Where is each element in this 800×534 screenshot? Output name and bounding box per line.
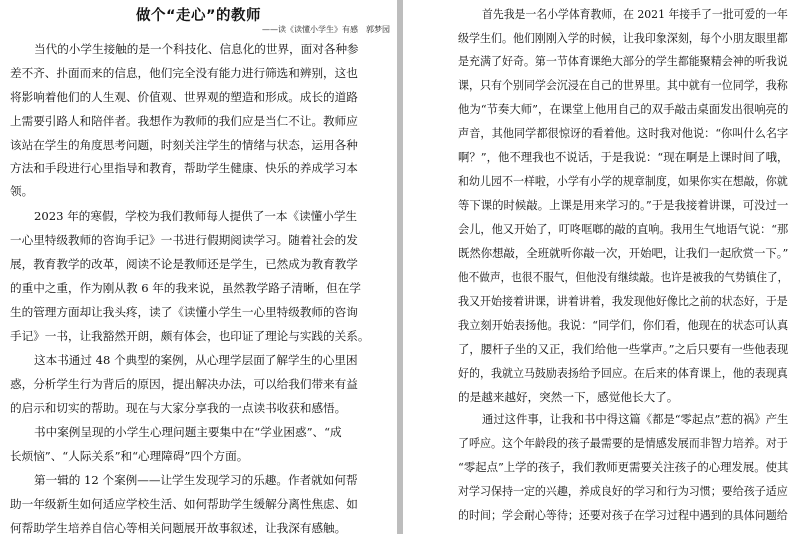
text-line: 第一辑的 12 个案例——让学生发现学习的乐趣。作者就如何帮 — [34, 473, 358, 487]
left-page — [0, 0, 397, 534]
text-line: 助一年级新生如何适应学校生活、如何帮助学生缓解分离性焦虑、如 — [10, 497, 358, 511]
text-line: 惑，分析学生行为背后的原因，提出解决办法，可以给我们带来有益 — [10, 377, 358, 391]
text-line: 首先我是一名小学体育教师，在 2021 年接手了一批可爱的一年 — [482, 7, 788, 21]
text-line: 将影响着他们的人生观、价值观、世界观的塑造和形成。成长的道路 — [10, 90, 358, 104]
text-line: 他为“节奏大师”，在课堂上他用自己的双手敲击桌面发出很响亮的 — [458, 102, 789, 116]
text-line: 当代的小学生接触的是一个科技化、信息化的世界，面对各种参 — [34, 42, 359, 56]
text-line: 他不做声，也很不服气，但他没有继续敲。也许是被我的气势镇住了， — [458, 270, 789, 284]
text-line: 对学习保持一定的兴趣，养成良好的学习和行为习惯；要给孩子适应 — [458, 484, 788, 498]
text-line: 差不齐、扑面而来的信息，他们完全没有能力进行筛选和辨别，这也 — [10, 66, 358, 80]
text-line: 会儿，他又开始了，叮咚哐啷的敲的直响。我用生气地语气说：“那 — [458, 222, 789, 236]
text-line: 书中案例呈现的小学生心理问题主要集中在“学业困惑”、“成 — [34, 425, 342, 439]
text-line: 何帮助学生培养自信心等相关问题展开故事叙述，让我深有感触。 — [10, 521, 347, 534]
text-line: 的时间；学会耐心等待；还要对孩子在学习过程中遇到的具体问题给 — [458, 508, 788, 522]
text-line: 课，只有个别同学会沉浸在自己的世界里。其中就有一位同学，我称 — [458, 78, 788, 92]
text-line: 声音，其他同学都很惊讶的看着他。这时我对他说：“你叫什么名字 — [458, 126, 789, 140]
text-line: 手记》一书，让我豁然开朗，颇有体会，也印证了理论与实践的关系。 — [10, 329, 370, 343]
text-line: 该站在学生的角度思考问题，时刻关注学生的情绪与状态，运用各种 — [10, 138, 358, 152]
text-line: 的重中之重，作为刚从教 6 年的我来说，虽然教学路子清晰，但在学 — [10, 281, 361, 295]
article-subtitle: ——读《读懂小学生》有感 郭梦园 — [262, 25, 390, 34]
text-line: “零起点”上学的孩子，我们教师更需要关注孩子的心理发展。使其 — [458, 460, 789, 474]
text-line: 生的管理方面却让我头疼，读了《读懂小学生一心里特级教师的咨询 — [10, 305, 358, 319]
text-line: 长烦恼”、“人际关系”和“心理障碍”四个方面。 — [10, 449, 249, 463]
text-line: 了呼应。这个年龄段的孩子最需要的是情感发展而非智力培养。对于 — [458, 436, 788, 450]
text-line: 上需要引路人和陪伴者。我想作为教师的我们应是当仁不让。教师应 — [10, 114, 358, 128]
text-line: 既然你想敲，全班就听你敲一次，开始吧，让我们一起欣赏一下。” — [458, 246, 789, 260]
article-title: 做个“走心”的教师 — [135, 8, 262, 24]
text-line: 一心里特级教师的咨询手记》一书进行假期阅读学习。随着社会的发 — [10, 233, 358, 247]
text-line: 方法和手段进行心里指导和教育，帮助学生健康、快乐的养成学习本 — [10, 161, 358, 175]
text-line: 2023 年的寒假，学校为我们教师每人提供了一本《读懂小学生 — [34, 209, 358, 223]
text-line: 展，教育教学的改革，阅读不论是教师还是学生，已然成为教育教学 — [10, 257, 358, 271]
text-line: 级学生们。他们刚刚入学的时候，让我印象深刻，每个小朋友眼里都 — [458, 31, 788, 45]
text-line: 这本书通过 48 个典型的案例，从心理学层面了解学生的心里困 — [34, 353, 358, 367]
text-line: 是充满了好奇。第一节体育课绝大部分的学生都能聚精会神的听我说 — [458, 54, 788, 68]
right-page — [403, 0, 800, 534]
text-line: 领。 — [10, 184, 34, 198]
text-line: 好的，我就立马鼓励表扬给予回应。在后来的体育课上，他的表现真 — [458, 366, 788, 380]
text-line: 了，腰杆子坐的又正，我们给他一些掌声。”之后只要有一些他表现 — [458, 342, 789, 356]
text-line: 我又开始接着讲课，讲着讲着，我发现他好像比之前的状态好，于是 — [458, 294, 788, 308]
text-line: 等下课的时候敲。上课是用来学习的。”于是我接着讲课，可没过一 — [458, 198, 789, 212]
text-line: 的启示和切实的帮助。现在与大家分享我的一点读书收获和感悟。 — [10, 401, 347, 415]
text-line: 和幼儿园不一样啦，小学有小学的规章制度，如果你实在想敲，你就 — [458, 174, 788, 188]
text-line: 我立刻开始表扬他。我说：“同学们，你们看，他现在的状态可认真 — [458, 318, 789, 332]
text-line: 通过这件事，让我和书中得这篇《都是“零起点”惹的祸》产生 — [482, 412, 789, 426]
text-line: 啊？”，他不理我也不说话，于是我说：“现在啊是上课时间了哦， — [458, 150, 789, 164]
text-line: 的是越来越好，突然一下，感觉他长大了。 — [458, 390, 679, 404]
